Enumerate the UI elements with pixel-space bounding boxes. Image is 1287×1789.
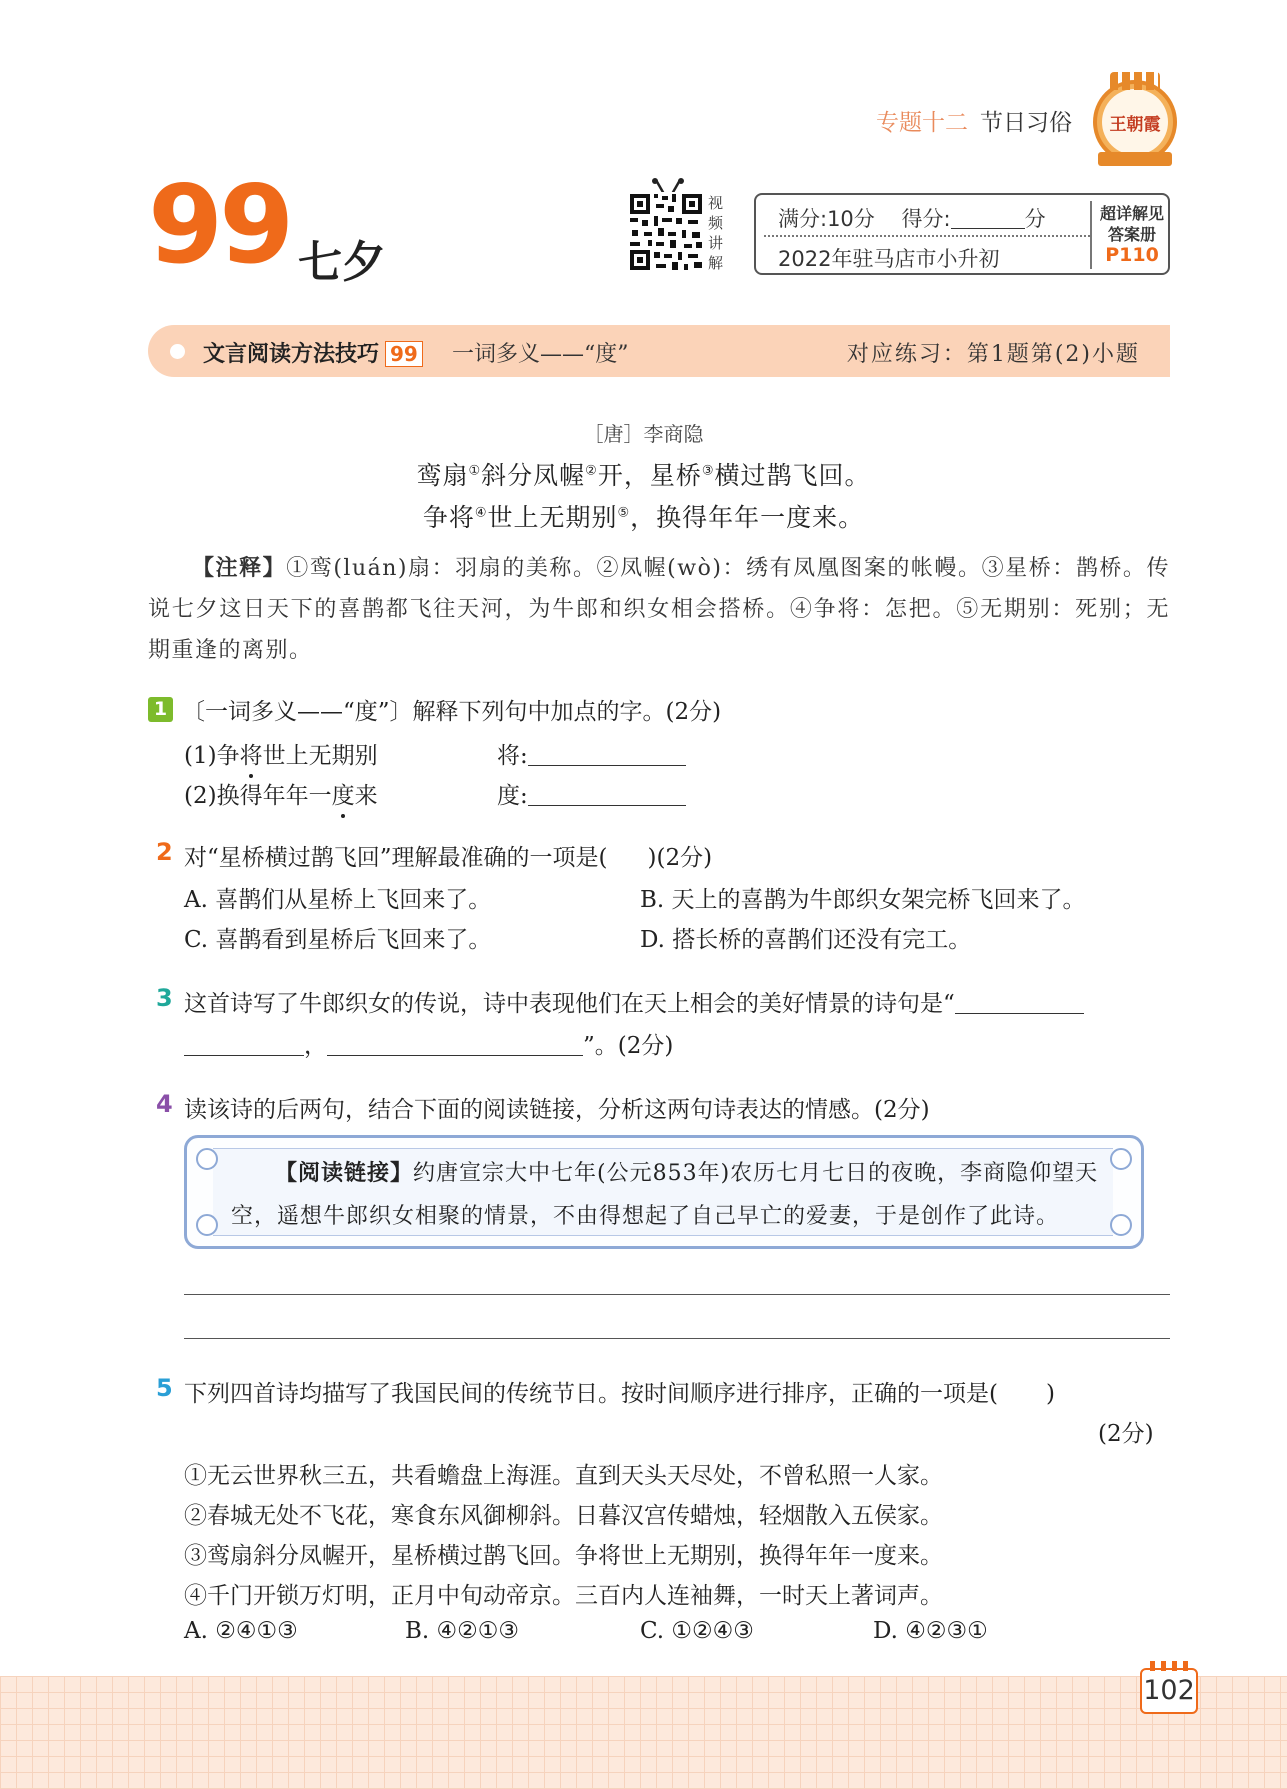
question-5-text: 下列四首诗均描写了我国民间的传统节日。按时间顺序进行排序，正确的一项是( ) [184,1381,1055,1407]
q2-option-a[interactable]: A. 喜鹊们从星桥上飞回来了。 [184,887,492,913]
q1-item-1-answer: 将: [497,737,686,770]
q1-item-2: (2)换得年年一度来 [184,783,378,809]
score-label: 得分: [901,207,951,231]
q5-option-d[interactable]: D. ④②③① [873,1618,988,1644]
annotations [148,548,1170,671]
logo-text: 王朝霞 [1102,89,1168,155]
answer-ref-line1: 超详解见 [1099,204,1164,223]
score-unit: 分 [1024,207,1046,231]
answer-page: P110 [1105,244,1159,266]
page-number-text: 102 [1143,1675,1195,1706]
poem-author: ［唐］李商隐 [583,422,704,446]
q5-poem-3: ③鸾扇斜分凤幄开，星桥横过鹊飞回。争将世上无期别，换得年年一度来。 [184,1543,943,1569]
dotted-char-du: 度 [331,783,355,809]
question-number-3: 3 [156,984,173,1012]
q1-item-2-answer: 度: [497,777,686,810]
answer-reference [1096,203,1168,266]
q5-option-c[interactable]: C. ①②④③ [640,1618,754,1644]
topic-label: 专题十二 [876,110,968,136]
answer-line-1[interactable] [184,1294,1170,1295]
answer-blank-1[interactable] [528,746,686,766]
bullet-icon [170,344,185,359]
page-number [1140,1668,1198,1714]
q5-poem-2: ②春城无处不飞花，寒食东风御柳斜。日暮汉宫传蜡烛，轻烟散入五侯家。 [184,1503,943,1529]
exam-source: 2022年驻马店市小升初 [778,247,1000,271]
scroll-curl-icon [196,1214,218,1236]
score-box [754,193,1170,275]
answer-line-2[interactable] [184,1338,1170,1339]
reading-link-label: 【阅读链接】 [275,1161,414,1186]
score-row [778,203,1046,233]
question-number-1: 1 [148,697,173,722]
answer-ref-line2: 答案册 [1107,225,1156,244]
q2-option-b[interactable]: B. 天上的喜鹊为牛郎织女架完桥飞回来了。 [640,887,1086,913]
question-number-4: 4 [156,1090,173,1118]
notes-label: 【注释】 [192,556,287,581]
q2-option-c[interactable]: C. 喜鹊看到星桥后飞回来了。 [184,927,492,953]
answer-blank-3a[interactable] [955,994,1084,1014]
q5-poem-4: ④千门开锁万灯明，正月中旬动帝京。三百内人连袖舞，一时天上著词声。 [184,1583,943,1609]
topic-name: 节日习俗 [980,110,1072,136]
reading-link-box [184,1135,1144,1249]
method-number: 99 [385,341,423,367]
brand-logo-icon [1093,80,1177,164]
answer-blank-3c[interactable] [327,1036,583,1056]
notes-text: ①鸾(luán)扇：羽扇的美称。②凤幄(wò)：绣有凤凰图案的帐幔。③星桥：鹊桥。传说七夕这日天下的喜鹊都飞往天河，为牛郎和织女相会搭桥。④争将：怎把。⑤无期别：死别；无期重逢的离别。 [148,556,1170,663]
method-title-text: 文言阅读方法技巧 [203,342,380,367]
qr-code-icon[interactable] [628,192,704,272]
lesson-title: 七夕 [298,237,386,288]
method-bar [148,325,1170,377]
scroll-curl-icon [1110,1214,1132,1236]
scroll-curl-icon [1110,1148,1132,1170]
method-subtitle: 一词多义——“度” [452,342,629,367]
reading-link-text: 约唐宣宗大中七年(公元853年)农历七月七日的夜晚，李商隐仰望天空，遥想牛郎织女相聚的情景，不由得想起了自己早亡的爱妻，于是创作了此诗。 [231,1161,1099,1229]
question-3-text: 这首诗写了牛郎织女的传说，诗中表现他们在天上相会的美好情景的诗句是“ [184,985,1084,1018]
question-3-blanks: ， ”。(2分) [184,1027,673,1060]
lesson-number: 99 [148,163,291,288]
q2-option-d[interactable]: D. 搭长桥的喜鹊们还没有完工。 [640,927,972,953]
q5-option-a[interactable]: A. ②④①③ [184,1618,298,1644]
scroll-curl-icon [196,1148,218,1170]
calendar-rings-icon [1150,1661,1188,1671]
question-number-2: 2 [156,838,173,866]
full-score: 满分:10分 [778,207,875,231]
qr-label: 视频讲解 [708,194,724,272]
q5-option-b[interactable]: B. ④②①③ [405,1618,520,1644]
q1-item-1: (1)争将世上无期别 [184,743,378,769]
page-footer [0,1676,1287,1789]
method-title [203,337,423,368]
header-topic [876,104,1072,137]
dotted-char-jiang: 将 [239,743,263,769]
question-4-text: 读该诗的后两句，结合下面的阅读链接，分析这两句诗表达的情感。(2分) [184,1097,930,1123]
question-5-points: (2分) [1098,1421,1154,1447]
answer-blank-3b[interactable] [184,1036,304,1056]
poem-line-1: 鸾扇①斜分凤幄②开，星桥③横过鹊飞回。 [416,461,871,490]
answer-blank-2[interactable] [528,786,686,806]
question-2-text: 对“星桥横过鹊飞回”理解最准确的一项是( )(2分) [184,845,713,871]
question-1-text: 〔一词多义——“度”〕解释下列句中加点的字。(2分) [182,699,722,725]
q5-poem-1: ①无云世界秋三五，共看蟾盘上海涯。直到天头天尽处，不曾私照一人家。 [184,1463,943,1489]
score-blank[interactable] [951,209,1025,229]
reading-link [231,1152,1111,1238]
question-number-5: 5 [156,1374,173,1402]
poem-line-2: 争将④世上无期别⑤，换得年年一度来。 [422,503,865,532]
method-reference: 对应练习：第1题第(2)小题 [846,342,1140,367]
